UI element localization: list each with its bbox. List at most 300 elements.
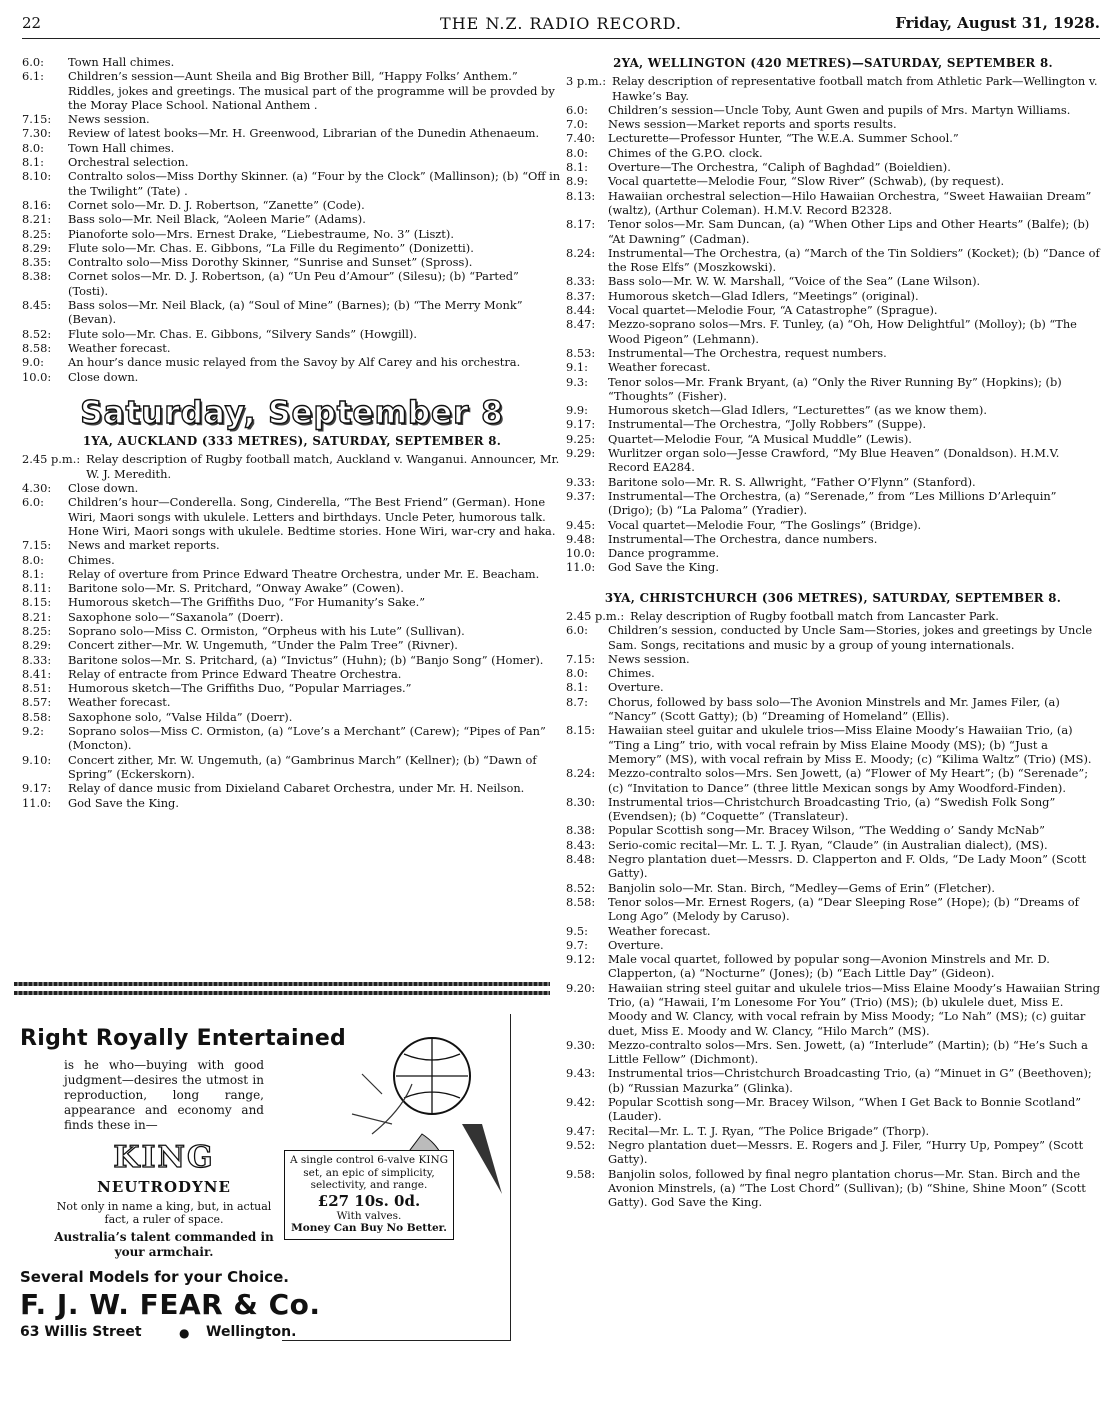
programme-item [566, 652, 1100, 666]
programme-item [566, 174, 1100, 188]
programme-time: 7.15: [22, 538, 52, 553]
programme-item [566, 1167, 1100, 1210]
programme-item [22, 269, 562, 298]
programme-item [566, 795, 1100, 824]
king-neutrodyne-advertisement [14, 982, 550, 1346]
programme-description: Male vocal quartet, followed by popular song—Avonion Minstrels and Mr. D. Clapperton, (a) “Nocturne” (Jones); (b) “Each Little Day” (Gideon). [608, 952, 1050, 981]
programme-time: 8.58: [22, 709, 52, 724]
programme-item [22, 55, 562, 69]
programme-time: 8.53: [566, 345, 596, 360]
programme-time: 2.45 p.m.: [22, 452, 81, 467]
programme-description: Hawaiian steel guitar and ukulele trios—Miss Elaine Moody’s Hawaiian Trio, (a) “Ting a Ling” trio, with vocal refrain by Miss Elaine Moody (MS); (b) “Just a Memory” (MS), with vocal refrain by Miss E. Moody; (c) “Kilima Waltz” (Trio) (MS). [608, 723, 1092, 766]
wellington-programme-list [566, 74, 1100, 574]
programme-description: Chimes. [68, 552, 115, 567]
programme-description: Humorous sketch—Glad Idlers, “Lecturettes” (as we know them). [608, 403, 987, 418]
programme-description: Chimes of the G.P.O. clock. [608, 145, 763, 160]
programme-item [22, 753, 562, 782]
programme-description: Wurlitzer organ solo—Jesse Crawford, “My Blue Heaven” (Donaldson). H.M.V. Record EA284. [608, 446, 1060, 475]
programme-time: 11.0: [22, 795, 52, 810]
ad-brand: KING [113, 1140, 215, 1175]
programme-time: 6.0: [22, 55, 44, 69]
programme-description: Close down. [68, 369, 139, 384]
programme-description: Mezzo-soprano solos—Mrs. F. Tunley, (a) “Oh, How Delightful” (Molloy); (b) “The Wood Pigeon” (Lehmann). [608, 317, 1077, 346]
issue-date: Friday, August 31, 1928. [895, 14, 1100, 32]
programme-item [22, 581, 562, 595]
programme-description: Popular Scottish song—Mr. Bracey Wilson, “The Wedding o’ Sandy McNab” [608, 823, 1045, 838]
programme-time: 8.10: [22, 169, 52, 184]
programme-item [22, 538, 562, 552]
ad-address: 63 Willis Street [20, 1324, 142, 1340]
programme-time: 8.38: [566, 823, 596, 838]
programme-item [566, 1124, 1100, 1138]
programme-description: News session—Market reports and sports results. [608, 117, 897, 132]
programme-item [22, 169, 562, 198]
programme-time: 8.21: [22, 212, 52, 227]
programme-item [566, 1138, 1100, 1167]
programme-item [22, 327, 562, 341]
programme-item [566, 246, 1100, 275]
programme-item [566, 217, 1100, 246]
programme-time: 8.57: [22, 695, 52, 710]
programme-item [22, 781, 562, 795]
programme-description: Relay of entracte from Prince Edward Theatre Orchestra. [68, 666, 402, 681]
ad-firm: F. J. W. FEAR & Co. [20, 1288, 321, 1321]
ad-price-box [284, 1150, 454, 1240]
programme-description: Cornet solo—Mr. D. J. Robertson, “Zanette” (Code). [68, 197, 365, 212]
programme-description: Tenor solos—Mr. Frank Bryant, (a) “Only the River Running By” (Hopkins); (b) “Thoughts” (Fisher). [608, 374, 1062, 403]
programme-time: 7.30: [22, 126, 52, 141]
programme-time: 8.17: [566, 217, 596, 232]
programme-item [566, 131, 1100, 145]
programme-description: Saxophone solo, “Valse Hilda” (Doerr). [68, 709, 293, 724]
programme-item [22, 624, 562, 638]
auckland-programme-list [22, 452, 562, 809]
programme-time: 8.47: [566, 317, 596, 332]
programme-time: 8.0: [566, 666, 588, 681]
programme-item [566, 924, 1100, 938]
programme-description: Saxophone solo—“Saxanola” (Doerr). [68, 609, 284, 624]
programme-time: 9.43: [566, 1066, 596, 1081]
programme-time: 9.10: [22, 752, 52, 767]
programme-item [22, 653, 562, 667]
programme-time: 6.0: [22, 495, 44, 510]
programme-item [22, 710, 562, 724]
programme-description: Weather forecast. [608, 360, 711, 375]
programme-time: 8.9: [566, 174, 588, 189]
programme-item [566, 766, 1100, 795]
left-column [22, 55, 562, 810]
programme-item [566, 680, 1100, 694]
programme-time: 9.48: [566, 531, 596, 546]
programme-time: 6.0: [566, 623, 588, 638]
programme-description: Review of latest books—Mr. H. Greenwood, Librarian of the Dunedin Athenaeum. [68, 126, 540, 141]
programme-time: 10.0: [566, 546, 596, 561]
programme-description: Popular Scottish song—Mr. Bracey Wilson, “When I Get Back to Bonnie Scotland” (Lauder). [608, 1095, 1082, 1124]
programme-description: Vocal quartet—Melodie Four, “A Catastrophe” (Sprague). [608, 303, 938, 318]
programme-time: 9.20: [566, 980, 596, 995]
programme-time: 8.33: [22, 652, 52, 667]
programme-description: Instrumental trios—Christchurch Broadcasting Trio, (a) “Minuet in G” (Beethoven); (b) “Russian Mazurka” (Glinka). [608, 1066, 1092, 1095]
programme-description: Negro plantation duet—Messrs. D. Clapperton and F. Olds, “De Lady Moon” (Scott Gatty). [608, 852, 1087, 881]
programme-time: 9.37: [566, 488, 596, 503]
programme-item [22, 567, 562, 581]
programme-time: 8.25: [22, 623, 52, 638]
programme-time: 8.48: [566, 852, 596, 867]
wellington-heading: 2YA, WELLINGTON (420 METRES)—SATURDAY, SEPTEMBER 8. [613, 56, 1053, 70]
programme-description: Tenor solos—Mr. Sam Duncan, (a) “When Other Lips and Other Hearts” (Balfe); (b) “At Dawning” (Cadman). [608, 217, 1090, 246]
ad-model: NEUTRODYNE [97, 1178, 231, 1196]
programme-time: 8.1: [22, 566, 44, 581]
programme-description: Banjolin solo—Mr. Stan. Birch, “Medley—Gems of Erin” (Fletcher). [608, 880, 995, 895]
programme-description: Instrumental—The Orchestra, dance numbers. [608, 531, 878, 546]
programme-time: 8.24: [566, 766, 596, 781]
programme-time: 7.15: [22, 112, 52, 127]
programme-description: God Save the King. [68, 795, 179, 810]
programme-description: Quartet—Melodie Four, “A Musical Muddle” (Lewis). [608, 431, 912, 446]
programme-item [22, 370, 562, 384]
programme-description: Banjolin solos, followed by final negro plantation chorus—Mr. Stan. Birch and the Avonion Minstrels, (a) “The Lost Chord” (Sullivan); (b) “Shine, Shine Moon” (Scott Gatty). God Save the King. [608, 1166, 1086, 1210]
programme-description: Dance programme. [608, 546, 720, 561]
programme-description: Bass solo—Mr. W. W. Marshall, “Voice of the Sea” (Lane Wilson). [608, 274, 981, 289]
programme-item [566, 852, 1100, 881]
programme-time: 3 p.m.: [566, 74, 607, 89]
programme-time: 8.15: [566, 723, 596, 738]
programme-description: Overture—The Orchestra, “Caliph of Baghdad” (Boieldien). [608, 160, 951, 175]
programme-item [566, 560, 1100, 574]
auckland-heading: 1YA, AUCKLAND (333 METRES), SATURDAY, SEPTEMBER 8. [82, 434, 502, 449]
programme-time: 6.1: [22, 69, 44, 84]
programme-description: Lecturette—Professor Hunter, “The W.E.A. Summer School.” [608, 131, 959, 146]
programme-item [566, 623, 1100, 652]
programme-description: Mezzo-contralto solos—Mrs. Sen. Jowett, (a) “Interlude” (Martin); (b) “He’s Such a Little Fellow” (Dichmont). [608, 1037, 1088, 1067]
programme-item [22, 241, 562, 255]
programme-item [22, 695, 562, 709]
programme-time: 9.7: [566, 937, 588, 952]
programme-time: 8.44: [566, 303, 596, 318]
programme-item [566, 489, 1100, 518]
programme-time: 9.17: [22, 781, 52, 796]
programme-description: Overture. [608, 680, 664, 695]
programme-description: Bass solo—Mr. Neil Black, “Aoleen Marie” (Adams). [68, 212, 366, 227]
christchurch-heading: 3YA, CHRISTCHURCH (306 METRES), SATURDAY, SEPTEMBER 8. [604, 590, 1062, 605]
ad-tagline: Not only in name a king, but, in actual fact, a ruler of space. [56, 1200, 272, 1226]
programme-time: 11.0: [566, 560, 596, 575]
programme-time: 7.40: [566, 131, 596, 146]
programme-description: Children’s session—Uncle Toby, Aunt Gwen and pupils of Mrs. Martyn Williams. [608, 102, 1071, 117]
programme-item [566, 475, 1100, 489]
programme-item [566, 1038, 1100, 1067]
programme-time: 8.35: [22, 255, 52, 270]
programme-time: 8.11: [22, 581, 52, 596]
programme-item [566, 403, 1100, 417]
programme-item [566, 117, 1100, 131]
programme-description: Instrumental—The Orchestra, request numbers. [608, 345, 887, 360]
programme-description: News session. [68, 112, 150, 127]
programme-item [566, 375, 1100, 404]
programme-description: Tenor solos—Mr. Ernest Rogers, (a) “Dear Sleeping Rose” (Hope); (b) “Dreams of Long Ago” (Melody by Caruso). [608, 894, 1079, 924]
programme-description: Chimes. [608, 666, 655, 681]
programme-time: 6.0: [566, 102, 588, 117]
programme-item [566, 1066, 1100, 1095]
programme-time: 9.47: [566, 1123, 596, 1138]
programme-time: 8.58: [566, 894, 596, 909]
programme-description: Town Hall chimes. [68, 55, 175, 69]
masthead-title: THE N.Z. RADIO RECORD. [440, 14, 682, 33]
programme-description: Weather forecast. [68, 340, 171, 355]
programme-description: Humorous sketch—Glad Idlers, “Meetings” (original). [608, 288, 919, 303]
programme-time: 8.15: [22, 595, 52, 610]
programme-time: 8.0: [566, 145, 588, 160]
programme-description: Relay of dance music from Dixieland Cabaret Orchestra, under Mr. H. Neilson. [68, 781, 525, 796]
programme-item [566, 103, 1100, 117]
programme-description: Weather forecast. [68, 695, 171, 710]
programme-time: 8.33: [566, 274, 596, 289]
programme-description: Baritone solo—Mr. R. S. Allwright, “Father O’Flynn” (Stanford). [608, 474, 976, 489]
programme-item [566, 952, 1100, 981]
programme-description: Soprano solo—Miss C. Ormiston, “Orpheus with his Lute” (Sullivan). [68, 623, 465, 638]
programme-description: Children’s session, conducted by Uncle Sam—Stories, jokes and greetings by Uncle Sam. Songs, recitations and music by a group of young internationals. [608, 623, 1093, 652]
ad-models: Several Models for your Choice. [20, 1268, 289, 1286]
programme-description: An hour’s dance music relayed from the Savoy by Alf Carey and his orchestra. [68, 355, 521, 370]
programme-item [566, 303, 1100, 317]
dunedin-programme-list [22, 55, 562, 384]
programme-item [566, 417, 1100, 431]
programme-description: Hawaiian orchestral selection—Hilo Hawaiian Orchestra, “Sweet Hawaiian Dream” (waltz), (Arthur Coleman). H.M.V. Record B2328. [608, 188, 1092, 217]
programme-item [22, 227, 562, 241]
programme-description: Chorus, followed by bass solo—The Avonion Minstrels and Mr. James Filer, (a) “Nancy” (Scott Gatty); (b) “Dreaming of Homeland” (Ellis). [608, 694, 1060, 724]
programme-description: News session. [608, 651, 690, 666]
programme-time: 9.1: [566, 360, 588, 375]
programme-time: 8.41: [22, 666, 52, 681]
christchurch-programme-list [566, 609, 1100, 1209]
programme-item [566, 518, 1100, 532]
programme-time: 9.42: [566, 1095, 596, 1110]
programme-time: 9.58: [566, 1166, 596, 1181]
programme-time: 9.12: [566, 952, 596, 967]
programme-time: 8.16: [22, 197, 52, 212]
ad-talent: Australia’s talent commanded in your armchair. [54, 1230, 274, 1259]
programme-item [566, 546, 1100, 560]
programme-description: Instrumental—The Orchestra, (a) “March of the Tin Soldiers” (Kocket); (b) “Dance of the Rose Elfs” (Moszkowski). [608, 245, 1100, 275]
programme-item [566, 360, 1100, 374]
programme-description: News and market reports. [68, 538, 220, 553]
programme-item [566, 432, 1100, 446]
programme-description: Humorous sketch—The Griffiths Duo, “For Humanity’s Sake.” [68, 595, 426, 610]
programme-item [22, 298, 562, 327]
programme-time: 8.1: [566, 680, 588, 695]
programme-item [566, 609, 1100, 623]
programme-item [22, 681, 562, 695]
programme-time: 8.13: [566, 188, 596, 203]
ad-body: is he who—buying with good judgment—desires the utmost in reproduction, long range, appearance and economy and finds these in— [64, 1058, 264, 1132]
programme-description: Humorous sketch—The Griffiths Duo, “Popular Marriages.” [68, 681, 412, 696]
programme-description: Instrumental—The Orchestra, “Jolly Robbers” (Suppe). [608, 417, 927, 432]
programme-item [22, 141, 562, 155]
programme-time: 10.0: [22, 369, 52, 384]
programme-item [566, 532, 1100, 546]
programme-time: 8.29: [22, 240, 52, 255]
programme-item [22, 341, 562, 355]
programme-time: 2.45 p.m.: [566, 608, 625, 623]
programme-time: 8.25: [22, 226, 52, 241]
programme-description: Negro plantation duet—Messrs. E. Rogers and J. Filer, “Hurry Up, Pompey” (Scott Gatty). [608, 1137, 1084, 1167]
programme-description: Concert zither, Mr. W. Ungemuth, (a) “Gambrinus March” (Kellner); (b) “Dawn of Spring” (Eckerskorn). [68, 752, 537, 781]
programme-time: 8.58: [22, 340, 52, 355]
programme-item [22, 155, 562, 169]
programme-time: 8.7: [566, 694, 588, 709]
programme-description: Close down. [68, 481, 139, 496]
programme-time: 9.9: [566, 403, 588, 418]
right-column [566, 52, 1100, 1209]
programme-description: God Save the King. [608, 560, 719, 575]
saturday-heading: Saturday, September 8 [80, 394, 504, 431]
programme-description: Mezzo-contralto solos—Mrs. Sen Jowett, (a) “Flower of My Heart”; (b) “Serenade”; (c) “Invitation to Dance” (three little Mexican songs by Amy Woodford-Finden). [608, 766, 1089, 795]
ad-top-rule [14, 982, 550, 986]
programme-time: 8.52: [22, 326, 52, 341]
programme-time: 8.1: [22, 155, 44, 170]
programme-time: 8.0: [22, 140, 44, 155]
programme-description: Town Hall chimes. [68, 140, 175, 155]
programme-time: 9.45: [566, 517, 596, 532]
programme-description: Relay of overture from Prince Edward Theatre Orchestra, under Mr. E. Beacham. [68, 566, 540, 581]
programme-description: Serio-comic recital—Mr. L. T. J. Ryan, “Claude” (in Australian dialect), (MS). [608, 837, 1048, 852]
programme-item [566, 881, 1100, 895]
programme-time: 7.0: [566, 117, 588, 132]
programme-item [22, 595, 562, 609]
programme-description: Baritone solos—Mr. S. Pritchard, (a) “Invictus” (Huhn); (b) “Banjo Song” (Homer). [68, 652, 544, 667]
programme-time: 9.2: [22, 724, 44, 739]
programme-description: Instrumental trios—Christchurch Broadcasting Trio, (a) “Swedish Folk Song” (Evendsen); (b) “Coquette” (Translateur). [608, 794, 1056, 824]
programme-item [566, 938, 1100, 952]
programme-description: Flute solo—Mr. Chas. E. Gibbons, “Silvery Sands” (Howgill). [68, 326, 417, 341]
programme-item [566, 317, 1100, 346]
programme-time: 8.0: [22, 552, 44, 567]
programme-description: Cornet solos—Mr. D. J. Robertson, (a) “Un Peu d’Amour” (Silesu); (b) “Parted” (Tosti). [68, 269, 519, 298]
ad-headline: Right Royally Entertained [20, 1026, 347, 1051]
programme-description: Bass solos—Mr. Neil Black, (a) “Soul of Mine” (Barnes); (b) “The Merry Monk” (Bevan). [68, 298, 523, 327]
programme-description: Vocal quartette—Melodie Four, “Slow River” (Schwab), (by request). [608, 174, 1005, 189]
ad-city: Wellington. [206, 1324, 297, 1340]
programme-item [22, 452, 562, 481]
programme-time: 8.29: [22, 638, 52, 653]
programme-item [22, 481, 562, 495]
programme-time: 4.30: [22, 481, 52, 496]
programme-time: 8.21: [22, 609, 52, 624]
programme-description: Orchestral selection. [68, 155, 189, 170]
programme-item [566, 695, 1100, 724]
programme-time: 9.30: [566, 1037, 596, 1052]
programme-item [22, 638, 562, 652]
programme-time: 9.0: [22, 355, 44, 370]
programme-description: Hawaiian string steel guitar and ukulele trios—Miss Elaine Moody’s Hawaiian String Trio, (a) “Hawaii, I’m Lonesome For You” (Trio) (MS); (b) ukulele duet, Miss E. Moody and W. Clancy, with vocal refrain by Miss Moody; “Lo Nah” (MS); (c) guitar duet, Miss E. Moody and W. Clancy, “Hilo March” (MS). [608, 980, 1100, 1038]
programme-time: 8.43: [566, 837, 596, 852]
programme-description: Relay description of Rugby football match, Auckland v. Wanganui. Announcer, Mr. W. J. Meredith. [86, 452, 560, 481]
ad-bullet-icon: ● [179, 1326, 190, 1340]
programme-description: Soprano solos—Miss C. Ormiston, (a) “Love’s a Merchant” (Carew); “Pipes of Pan” (Moncton). [68, 724, 546, 753]
programme-item [566, 289, 1100, 303]
programme-description: Baritone solo—Mr. S. Pritchard, “Onway Awake” (Cowen). [68, 581, 404, 596]
programme-time: 9.29: [566, 446, 596, 461]
programme-description: Contralto solos—Miss Dorthy Skinner. (a) “Four by the Clock” (Mallinson); (b) “Off in the Twilight” (Tate) . [68, 169, 561, 198]
programme-item [22, 198, 562, 212]
programme-item [22, 667, 562, 681]
price-box-text: A single control 6-valve KING set, an epic of simplicity, selectivity, and range. [289, 1154, 449, 1191]
programme-description: Contralto solo—Miss Dorothy Skinner, “Sunrise and Sunset” (Spross). [68, 255, 473, 270]
programme-description: Relay description of Rugby football match from Lancaster Park. [630, 608, 999, 623]
programme-description: Concert zither—Mr. W. Ungemuth, “Under the Palm Tree” (Rivner). [68, 638, 458, 653]
programme-time: 8.37: [566, 288, 596, 303]
programme-item [22, 126, 562, 140]
programme-time: 9.5: [566, 923, 588, 938]
programme-item [566, 160, 1100, 174]
programme-item [22, 69, 562, 112]
price: £27 10s. 0d. [317, 1191, 421, 1210]
programme-description: Vocal quartet—Melodie Four, “The Goslings” (Bridge). [608, 517, 922, 532]
programme-item [566, 823, 1100, 837]
page-header [22, 10, 1100, 39]
programme-item [566, 74, 1100, 103]
programme-description: Instrumental—The Orchestra, (a) “Serenade,” from “Les Millions D’Arlequin” (Drigo); (b) “La Paloma” (Yradier). [608, 488, 1057, 518]
programme-time: 8.45: [22, 298, 52, 313]
programme-item [22, 610, 562, 624]
programme-item [566, 146, 1100, 160]
programme-description: Relay description of representative football match from Athletic Park—Wellington v. Hawke’s Bay. [612, 74, 1098, 103]
programme-time: 8.52: [566, 880, 596, 895]
programme-description: Pianoforte solo—Mrs. Ernest Drake, “Liebestraume, No. 3” (Liszt). [68, 226, 454, 241]
programme-item [22, 112, 562, 126]
programme-item [566, 446, 1100, 475]
programme-item [22, 495, 562, 538]
programme-time: 8.24: [566, 245, 596, 260]
programme-description: Children’s hour—Conderella. Song, Cinderella, “The Best Friend” (German). Hone Wiri, Maori songs with ukulele. Letters and birthdays. Uncle Peter, humorous talk. Hone Wiri, Maori songs with ukulele. Bedtime stories. Hone Wiri, war-cry and haka. [68, 495, 556, 538]
programme-description: Children’s session—Aunt Sheila and Big Brother Bill, “Happy Folks’ Anthem.” Riddles, jokes and greetings. The musical part of the programme will be provded by the Moray Place School. National Anthem . [68, 69, 555, 112]
programme-item [566, 723, 1100, 766]
programme-item [566, 666, 1100, 680]
programme-description: Recital—Mr. L. T. J. Ryan, “The Police Brigade” (Thorp). [608, 1123, 930, 1138]
programme-time: 8.38: [22, 269, 52, 284]
programme-time: 8.51: [22, 681, 52, 696]
programme-time: 9.52: [566, 1137, 596, 1152]
programme-item [566, 895, 1100, 924]
programme-time: 8.30: [566, 794, 596, 809]
programme-item [22, 553, 562, 567]
programme-item [22, 255, 562, 269]
programme-item [566, 981, 1100, 1038]
programme-description: Flute solo—Mr. Chas. E. Gibbons, “La Fille du Regimento” (Donizetti). [68, 240, 474, 255]
programme-item [566, 274, 1100, 288]
price-slogan: Money Can Buy No Better. [291, 1222, 447, 1234]
programme-description: Weather forecast. [608, 923, 711, 938]
programme-time: 9.33: [566, 474, 596, 489]
ad-top-rule-2 [14, 991, 550, 995]
programme-time: 9.25: [566, 431, 596, 446]
programme-time: 9.3: [566, 374, 588, 389]
programme-item [22, 724, 562, 753]
programme-item [566, 346, 1100, 360]
programme-item [566, 1095, 1100, 1124]
programme-time: 9.17: [566, 417, 596, 432]
programme-time: 7.15: [566, 651, 596, 666]
price-with-valves: With valves. [336, 1209, 402, 1222]
programme-item [22, 355, 562, 369]
programme-item [22, 212, 562, 226]
programme-item [566, 838, 1100, 852]
page-number: 22 [22, 14, 42, 32]
programme-item [22, 796, 562, 810]
programme-item [566, 189, 1100, 218]
programme-time: 8.1: [566, 160, 588, 175]
programme-description: Overture. [608, 937, 664, 952]
